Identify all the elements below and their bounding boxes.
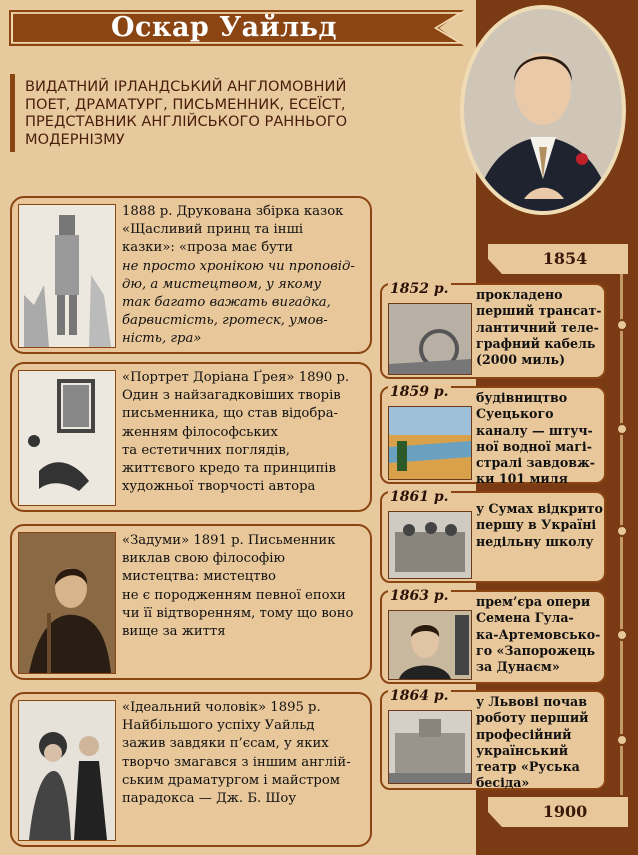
event-year: 1852 р. xyxy=(390,281,449,297)
timeline-event-1864 xyxy=(380,690,606,790)
text-line: ка-Артемовсько- xyxy=(476,626,601,642)
event-text xyxy=(476,594,606,675)
timeline-dot xyxy=(616,525,628,537)
text-line: прем’єра опери xyxy=(476,594,591,609)
event-text xyxy=(476,390,606,488)
text-line: зажив завдяки п’єсам, у яких xyxy=(122,736,329,752)
text-line: женням філософських xyxy=(122,424,278,440)
lviv-theatre-photo xyxy=(388,710,472,784)
text-line: у Сумах відкрито xyxy=(476,501,603,516)
event-year: 1863 р. xyxy=(390,588,449,604)
text-line: прокладено xyxy=(476,287,563,302)
start-year: 1854 xyxy=(542,249,588,268)
text-line: першу в Україні xyxy=(476,517,597,533)
event-year: 1864 р. xyxy=(390,688,449,704)
text-line: бесіда» xyxy=(476,775,530,791)
timeline-event-1861 xyxy=(380,491,606,583)
author-portrait xyxy=(460,5,626,215)
text-line: дю, а мистецтвом, у якому xyxy=(122,276,322,292)
text-line: чи її відтворенням, тому що воно xyxy=(122,605,354,621)
text-line: художньої творчості автора xyxy=(122,479,316,495)
sunday-school-photo xyxy=(388,511,472,579)
text-line: вище за життя xyxy=(122,624,226,640)
text-line: не просто хронікою чи проповід- xyxy=(122,258,355,274)
text-line: ки 101 миля xyxy=(476,471,568,487)
title-banner xyxy=(9,10,464,46)
timeline-dot xyxy=(616,734,628,746)
work-text xyxy=(122,532,370,641)
text-line: виклав свою філософію xyxy=(122,551,285,567)
text-line: письменника, що став відобра- xyxy=(122,406,339,422)
fairy-tales-illustration xyxy=(18,204,116,348)
text-line: стралі завдовж- xyxy=(476,455,595,471)
text-line: роботу перший xyxy=(476,710,589,726)
text-line: життєвого кредо та принципів xyxy=(122,461,336,477)
timeline-dot xyxy=(616,423,628,435)
intentions-photo xyxy=(18,532,116,674)
text-line: ність, гра» xyxy=(122,331,202,347)
text-line: перший трансат- xyxy=(476,303,602,319)
work-card-1888 xyxy=(10,196,372,354)
text-line: каналу — штуч- xyxy=(476,422,593,438)
subtitle-line: ВИДАТНИЙ ІРЛАНДСЬКИЙ АНГЛОМОВНИЙ xyxy=(25,78,347,95)
text-line: го «Запорожець xyxy=(476,642,596,658)
end-year: 1900 xyxy=(542,802,588,821)
subtitle-line: ПРЕДСТАВНИК АНГЛІЙСЬКОГО РАННЬОГО xyxy=(25,113,348,130)
telegraph-cable-illustration xyxy=(388,303,472,375)
work-text xyxy=(122,369,370,496)
event-text xyxy=(476,501,606,550)
text-line: 1888 р. Друкована збірка казок xyxy=(122,204,344,219)
text-line: «Задуми» 1891 р. Письменник xyxy=(122,533,336,548)
event-year: 1859 р. xyxy=(390,384,449,400)
work-card-1895 xyxy=(10,692,372,847)
work-card-1890 xyxy=(10,362,372,512)
subtitle-line: ПОЕТ, ДРАМАТУРГ, ПИСЬМЕННИК, ЕСЕЇСТ, xyxy=(25,95,346,113)
text-line: професійний xyxy=(476,726,572,742)
suez-canal-illustration xyxy=(388,406,472,480)
subtitle-block xyxy=(10,74,415,152)
ideal-husband-photo xyxy=(18,700,116,841)
text-line: Семена Гула- xyxy=(476,610,574,626)
text-line: ським драматургом і майстром xyxy=(122,772,341,788)
text-line: Суецького xyxy=(476,406,554,422)
text-line: графний кабель xyxy=(476,335,596,351)
text-line: у Львові почав xyxy=(476,694,587,709)
work-card-1891 xyxy=(10,524,372,680)
text-line: «Портрет Доріана Ґрея» 1890 р. xyxy=(122,370,350,385)
text-line: «Щасливий принц та інші xyxy=(122,222,304,238)
timeline-event-1852 xyxy=(380,283,606,379)
text-line: казки»: «проза має бути xyxy=(122,240,293,256)
text-line: «Ідеальний чоловік» 1895 р. xyxy=(122,700,321,715)
timeline-dot xyxy=(616,319,628,331)
text-line: та естетичних поглядів, xyxy=(122,442,290,458)
timeline-event-1859 xyxy=(380,384,606,487)
timeline-dot xyxy=(616,629,628,641)
text-line: театр «Руська xyxy=(476,759,580,775)
text-line: будівництво xyxy=(476,390,568,405)
portrait-illustration xyxy=(464,9,622,211)
work-text xyxy=(122,699,370,808)
text-line: український xyxy=(476,742,569,758)
text-line: мистецтва: мистецтво xyxy=(122,569,276,585)
event-text xyxy=(476,694,606,792)
text-line: лантичний теле- xyxy=(476,319,599,335)
gulak-artemovsky-portrait xyxy=(388,610,472,680)
text-line: не є породженням певної епохи xyxy=(122,587,346,603)
event-text xyxy=(476,287,606,368)
text-line: барвистість, гротеск, умов- xyxy=(122,313,328,329)
text-line: парадокса — Дж. Б. Шоу xyxy=(122,791,297,807)
text-line: (2000 миль) xyxy=(476,352,566,368)
timeline-event-1863 xyxy=(380,590,606,684)
text-line: Один з найзагадковіших творів xyxy=(122,388,341,404)
subtitle-line: МОДЕРНІЗМУ xyxy=(25,130,125,148)
page-title: Оскар Уайльд xyxy=(110,12,338,43)
text-line: ної водної магі- xyxy=(476,438,592,454)
event-year: 1861 р. xyxy=(390,489,449,505)
text-line: недільну школу xyxy=(476,533,594,549)
text-line: так багато важать вигадка, xyxy=(122,295,331,311)
subtitle-text xyxy=(25,78,420,148)
work-text xyxy=(122,203,370,349)
text-line: Найбільшого успіху Уайльд xyxy=(122,718,315,734)
dorian-gray-illustration xyxy=(18,370,116,506)
text-line: за Дунаєм» xyxy=(476,659,560,675)
text-line: творчо змагався з іншим англій- xyxy=(122,754,351,770)
